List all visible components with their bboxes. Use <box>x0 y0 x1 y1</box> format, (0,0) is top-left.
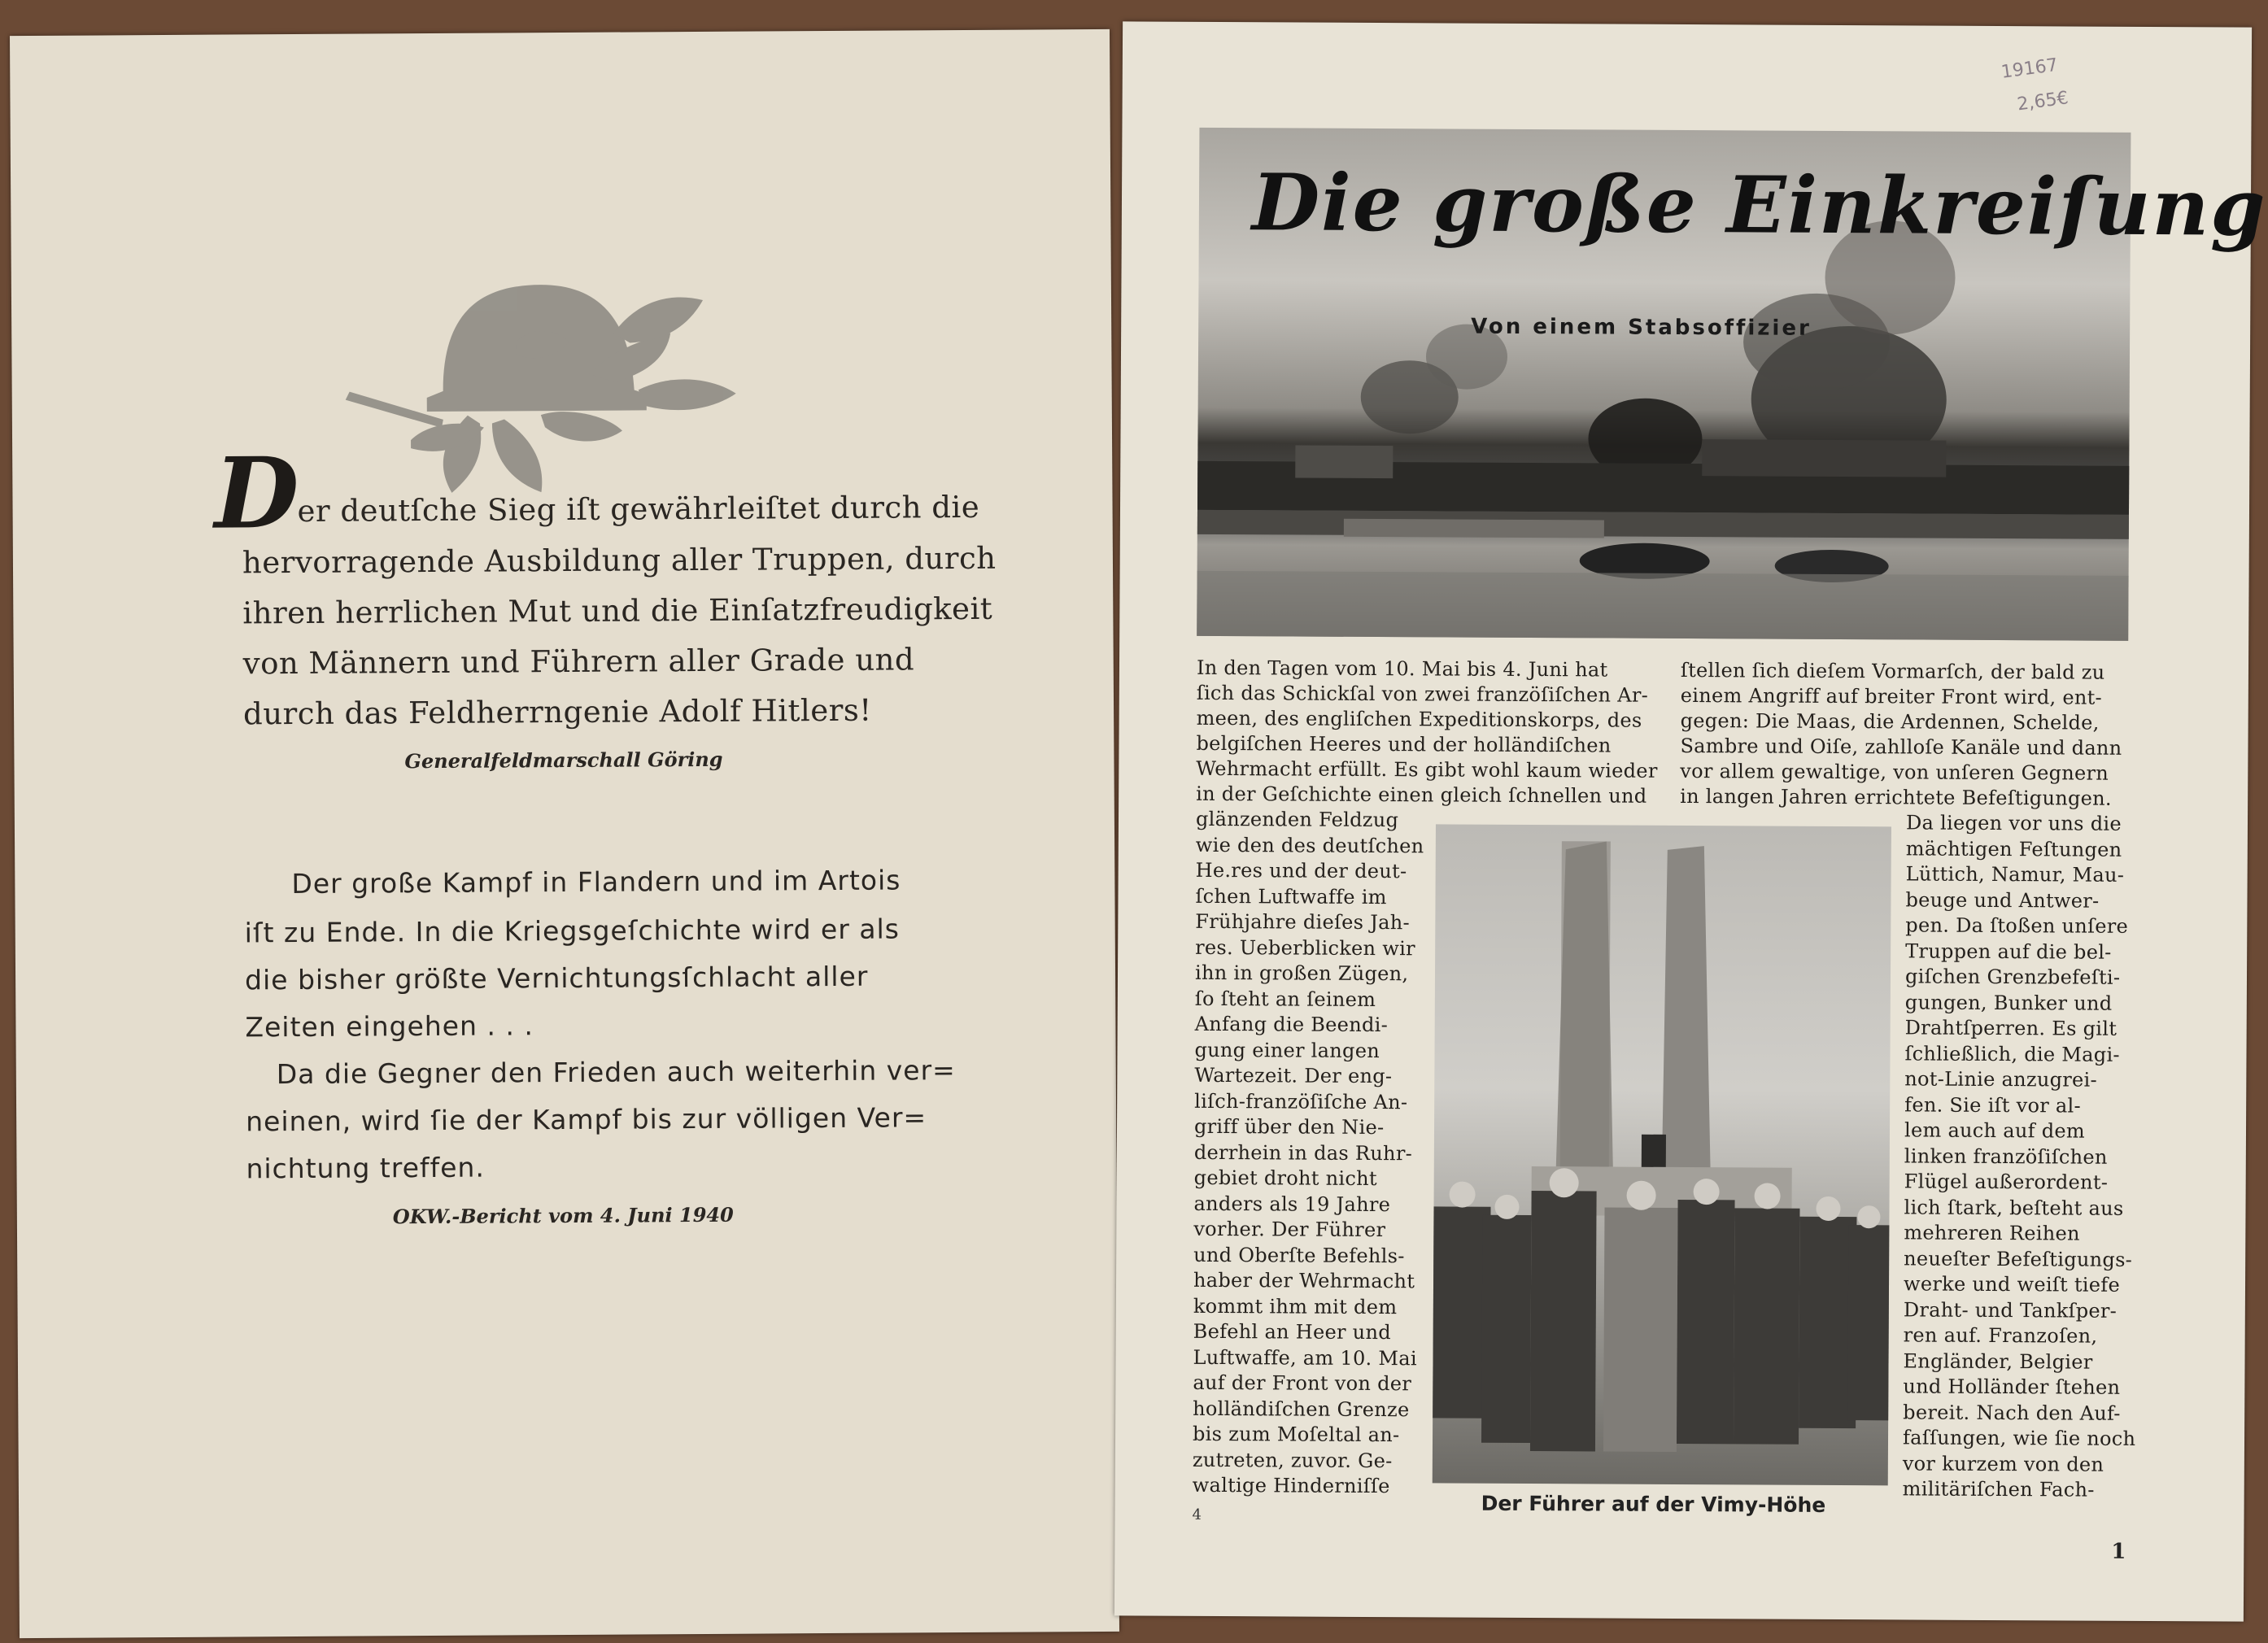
photo-caption: Der Führer auf der Vimy-Höhe <box>1481 1491 1826 1517</box>
text-line: vor kurzem von den <box>1902 1451 2104 1476</box>
article-subtitle: Von einem Stabsoffizier <box>1471 314 1812 341</box>
report-attribution: OKW.-Bericht vom 4. Juni 1940 <box>392 1202 734 1229</box>
text-line: gegen: Die Maas, die Ardennen, Schelde, <box>1680 708 2100 734</box>
quote-line: hervorragende Ausbildung aller Truppen, durch <box>242 540 997 581</box>
text-line: Lüttich, Namur, Mau- <box>1905 862 2125 887</box>
pencil-note: 2,65€ <box>2016 88 2070 115</box>
text-line: liſch-franzöſiſche An- <box>1194 1089 1408 1113</box>
quote-attribution: Generalfeldmarschall Göring <box>404 747 723 774</box>
vimy-photo <box>1433 824 1891 1485</box>
text-line: gung einer langen <box>1194 1038 1380 1062</box>
text-line: einem Angriff auf breiter Front wird, ent- <box>1680 683 2103 709</box>
text-line: lem auch auf dem <box>1904 1118 2086 1143</box>
text-line: faſſungen, wie ſie noch <box>1902 1426 2136 1450</box>
report-line: neinen, wird ſie der Kampf bis zur völligen Ver= <box>246 1101 927 1138</box>
text-line: Flügel außerordent- <box>1904 1170 2109 1194</box>
text-line: wie den des deutſchen <box>1195 833 1424 857</box>
text-line: ſchließlich, die Magi- <box>1904 1041 2120 1066</box>
text-line: bis zum Moſeltal an- <box>1192 1422 1400 1447</box>
quote-block <box>10 29 1110 732</box>
text-line: glänzenden Feldzug <box>1195 807 1399 832</box>
text-line: Drahtſperren. Es gilt <box>1904 1016 2118 1040</box>
text-line: ihn in großen Zügen, <box>1194 961 1409 986</box>
text-line: Draht- und Tankſper- <box>1903 1297 2118 1323</box>
text-line: bereit. Nach den Auf- <box>1903 1400 2121 1425</box>
text-line: Da liegen vor uns die <box>1905 811 2122 835</box>
text-line: waltige Hinderniſſe <box>1192 1473 1390 1498</box>
text-line: Anfang die Beendi- <box>1194 1012 1389 1037</box>
text-line: zutreten, zuvor. Ge- <box>1192 1448 1393 1472</box>
page-number: 1 <box>2111 1539 2126 1564</box>
text-line: gungen, Bunker und <box>1904 990 2113 1015</box>
text-line: werke und weiſt tiefe <box>1903 1272 2121 1297</box>
quote-line: durch das Feldherrngenie Adolf Hitlers! <box>242 692 872 732</box>
text-line: meen, des engliſchen Expeditionskorps, des <box>1196 706 1642 732</box>
text-line: He.res und der deut- <box>1195 858 1407 883</box>
text-line: anders als 19 Jahre <box>1193 1192 1391 1216</box>
text-line: vor allem gewaltige, von unſeren Gegnern <box>1680 759 2109 785</box>
text-line: fen. Sie iſt vor al- <box>1904 1092 2082 1118</box>
text-line: griff über den Nie- <box>1193 1114 1385 1140</box>
report-line: Da die Gegner den Frieden auch weiterhin ver= <box>276 1054 956 1091</box>
report-line: nichtung treffen. <box>246 1151 485 1185</box>
right-page <box>1114 21 2267 1621</box>
text-line: gebiet droht nicht <box>1193 1166 1377 1191</box>
text-line: auf der Front von der <box>1193 1371 1412 1396</box>
text-line: Sambre und Oiſe, zahlloſe Kanäle und dann <box>1680 734 2122 760</box>
text-line: ſtellen ſich dieſem Vormarſch, der bald zu <box>1680 658 2105 684</box>
text-line: mehreren Reihen <box>1904 1221 2080 1245</box>
text-line: Luftwaffe, am 10. Mai <box>1193 1345 1417 1370</box>
report-line: Zeiten eingehen . . . <box>245 1009 534 1044</box>
text-line: neueſter Befeſtigungs- <box>1904 1246 2133 1271</box>
text-line: und Oberſte Befehls- <box>1193 1243 1405 1267</box>
drop-cap: D <box>214 435 299 551</box>
text-line: ren auf. Franzoſen, <box>1903 1323 2098 1348</box>
text-line: holländiſchen Grenze <box>1193 1397 1410 1421</box>
text-line: giſchen Grenzbefeſti- <box>1904 965 2121 989</box>
text-line: und Holländer ſtehen <box>1903 1375 2121 1399</box>
text-line: linken franzöſiſchen <box>1904 1144 2108 1169</box>
quote-line: von Männern und Führern aller Grade und <box>242 642 915 682</box>
quote-line: er deutſche Sieg iſt gewährleiſtet durch die <box>297 489 980 529</box>
text-line: belgiſchen Heeres und der holländiſchen <box>1196 731 1612 757</box>
text-line: ſchen Luftwaffe im <box>1195 884 1387 909</box>
text-line: ſo ſteht an ſeinem <box>1194 987 1376 1011</box>
text-line: kommt ihm mit dem <box>1193 1294 1398 1318</box>
text-line: In den Tagen vom 10. Mai bis 4. Juni hat <box>1196 656 1608 682</box>
report-line: Der große Kampf in Flandern und im Artois <box>291 864 901 900</box>
footer-mark: 4 <box>1192 1506 1202 1523</box>
left-page <box>10 29 1119 1638</box>
pencil-note: 19167 <box>2000 54 2060 83</box>
report-line: iſt zu Ende. In die Kriegsgeſchichte wird er als <box>244 913 901 949</box>
text-line: derrhein in das Ruhr- <box>1193 1140 1413 1165</box>
text-line: pen. Da ſtoßen unſere <box>1905 913 2129 938</box>
text-line: Befehl an Heer und <box>1193 1319 1391 1344</box>
text-line: not-Linie anzugrei- <box>1904 1067 2098 1092</box>
header-photo <box>1197 128 2267 641</box>
text-line: mächtigen Feſtungen <box>1905 836 2122 861</box>
report-line: die bisher größte Vernichtungsſchlacht aller <box>244 960 869 996</box>
text-line: Engländer, Belgier <box>1903 1349 2093 1374</box>
text-line: beuge und Antwer- <box>1905 887 2100 913</box>
quote-line: ihren herrlichen Mut und die Einſatzfreudigkeit <box>242 591 993 631</box>
text-line: in langen Jahren errichtete Befeſtigungen. <box>1680 784 2112 810</box>
text-line: Wehrmacht erfüllt. Es gibt wohl kaum wieder <box>1196 756 1658 782</box>
text-line: lich ſtark, beſteht aus <box>1904 1195 2124 1220</box>
article-title: Die große Einkreiſung <box>1251 156 2267 254</box>
text-line: res. Ueberblicken wir <box>1195 935 1415 960</box>
text-line: in der Geſchichte einen gleich ſchnellen und <box>1196 782 1647 808</box>
text-line: haber der Wehrmacht <box>1193 1268 1415 1293</box>
text-line: Truppen auf die bel- <box>1905 939 2112 964</box>
text-line: Wartezeit. Der eng- <box>1194 1063 1393 1088</box>
text-line: vorher. Der Führer <box>1193 1217 1386 1242</box>
text-line: militäriſchen Fach- <box>1902 1477 2095 1501</box>
helmet-oak-leaves-emblem <box>345 251 786 497</box>
text-line: ſich das Schickſal von zwei franzöſiſchen Ar- <box>1196 681 1649 707</box>
text-line: Frühjahre dieſes Jah- <box>1195 909 1411 935</box>
